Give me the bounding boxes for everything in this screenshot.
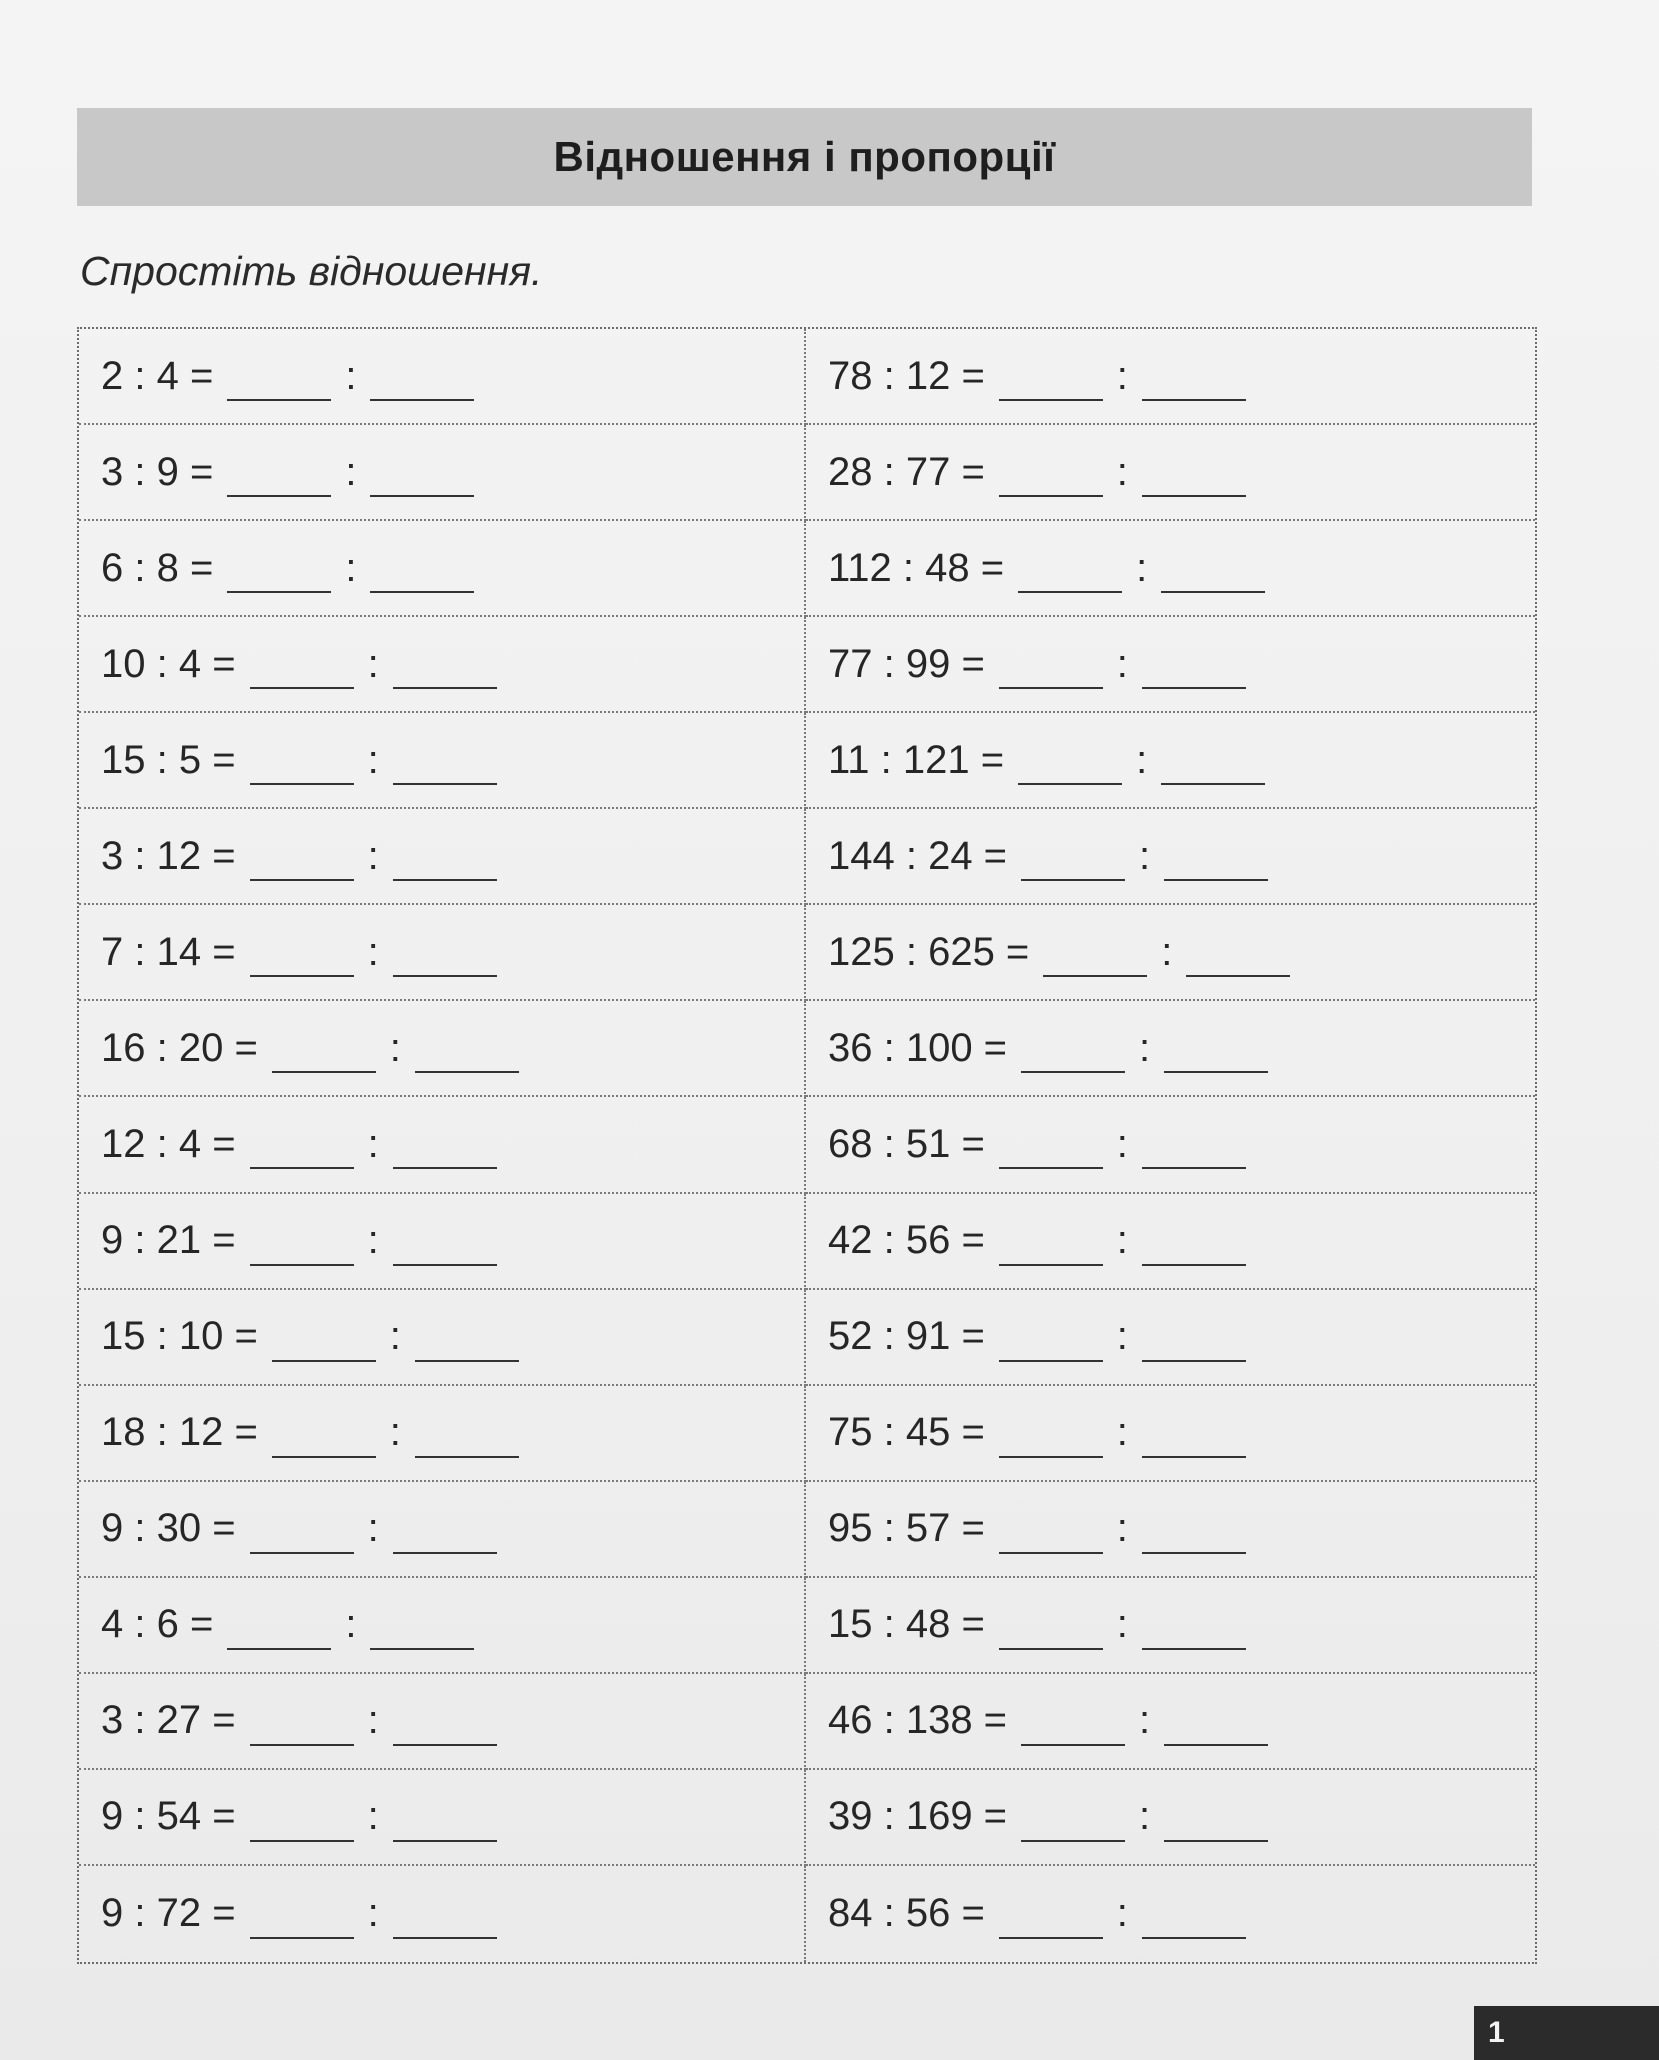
ratio-expression: 3 : 9 = <box>101 449 214 494</box>
answer-blank-second[interactable] <box>393 651 497 689</box>
ratio-expression: 9 : 72 = <box>101 1891 236 1936</box>
ratio-expression: 16 : 20 = <box>101 1025 258 1070</box>
answer-separator: : <box>1116 641 1128 686</box>
ratio-expression: 78 : 12 = <box>828 353 985 398</box>
exercise-cell <box>79 1097 806 1193</box>
answer-blank-first[interactable] <box>999 459 1103 497</box>
answer-separator: : <box>1116 353 1128 398</box>
exercise-cell <box>79 1290 806 1386</box>
answer-blank-second[interactable] <box>370 459 474 497</box>
answer-separator: : <box>1116 1121 1128 1166</box>
answer-blank-first[interactable] <box>999 1131 1103 1169</box>
title-bar <box>77 108 1532 206</box>
answer-separator: : <box>367 641 379 686</box>
answer-separator: : <box>1116 1410 1128 1455</box>
answer-separator: : <box>1116 1506 1128 1551</box>
exercise-grid <box>77 327 1537 1964</box>
ratio-expression: 77 : 99 = <box>828 641 985 686</box>
answer-separator: : <box>1116 1218 1128 1263</box>
ratio-expression: 68 : 51 = <box>828 1121 985 1166</box>
answer-blank-second[interactable] <box>393 939 497 977</box>
exercise-cell <box>806 1482 1535 1578</box>
answer-blank-second[interactable] <box>393 843 497 881</box>
answer-blank-first[interactable] <box>999 1901 1103 1939</box>
answer-separator: : <box>389 1410 401 1455</box>
ratio-expression: 52 : 91 = <box>828 1314 985 1359</box>
answer-blank-first[interactable] <box>227 1612 331 1650</box>
exercise-cell <box>806 713 1535 809</box>
exercise-cell <box>806 1097 1535 1193</box>
ratio-expression: 39 : 169 = <box>828 1794 1008 1839</box>
answer-blank-second[interactable] <box>1142 1324 1246 1362</box>
answer-separator: : <box>367 1121 379 1166</box>
ratio-expression: 28 : 77 = <box>828 449 985 494</box>
answer-blank-second[interactable] <box>393 1708 497 1746</box>
page-number-badge <box>1474 2006 1659 2060</box>
answer-separator: : <box>1116 1602 1128 1647</box>
answer-separator: : <box>367 737 379 782</box>
answer-blank-second[interactable] <box>1164 1708 1268 1746</box>
answer-blank-first[interactable] <box>999 1516 1103 1554</box>
answer-separator: : <box>345 353 357 398</box>
answer-blank-first[interactable] <box>227 363 331 401</box>
answer-blank-first[interactable] <box>1021 1804 1125 1842</box>
ratio-expression: 125 : 625 = <box>828 929 1030 974</box>
answer-separator: : <box>389 1314 401 1359</box>
answer-separator: : <box>1116 449 1128 494</box>
answer-blank-second[interactable] <box>393 1516 497 1554</box>
ratio-expression: 11 : 121 = <box>828 737 1005 782</box>
answer-separator: : <box>367 1218 379 1263</box>
answer-blank-first[interactable] <box>227 459 331 497</box>
exercise-cell <box>806 617 1535 713</box>
ratio-expression: 46 : 138 = <box>828 1698 1008 1743</box>
answer-blank-second[interactable] <box>370 1612 474 1650</box>
answer-blank-second[interactable] <box>393 1131 497 1169</box>
answer-blank-first[interactable] <box>1018 555 1122 593</box>
answer-separator: : <box>367 833 379 878</box>
answer-blank-second[interactable] <box>1142 1228 1246 1266</box>
ratio-expression: 15 : 10 = <box>101 1314 258 1359</box>
ratio-expression: 42 : 56 = <box>828 1218 985 1263</box>
ratio-expression: 9 : 30 = <box>101 1506 236 1551</box>
exercise-cell <box>806 905 1535 1001</box>
exercise-cell <box>806 1001 1535 1097</box>
exercise-cell <box>79 809 806 905</box>
answer-separator: : <box>1116 1314 1128 1359</box>
answer-blank-second[interactable] <box>1164 843 1268 881</box>
ratio-expression: 112 : 48 = <box>828 545 1005 590</box>
answer-blank-first[interactable] <box>999 1228 1103 1266</box>
answer-blank-second[interactable] <box>1164 1035 1268 1073</box>
answer-blank-first[interactable] <box>999 1324 1103 1362</box>
answer-separator: : <box>345 449 357 494</box>
exercise-cell <box>79 1674 806 1770</box>
exercise-cell <box>79 905 806 1001</box>
answer-blank-first[interactable] <box>999 363 1103 401</box>
answer-blank-first[interactable] <box>250 1131 354 1169</box>
answer-blank-second[interactable] <box>1142 363 1246 401</box>
ratio-expression: 3 : 12 = <box>101 833 236 878</box>
exercise-cell <box>79 1866 806 1962</box>
exercise-cell <box>806 1290 1535 1386</box>
answer-blank-first[interactable] <box>250 1516 354 1554</box>
exercise-cell <box>806 425 1535 521</box>
answer-blank-second[interactable] <box>1142 1516 1246 1554</box>
answer-separator: : <box>1116 1891 1128 1936</box>
answer-separator: : <box>1136 737 1148 782</box>
ratio-expression: 144 : 24 = <box>828 833 1008 878</box>
answer-blank-second[interactable] <box>370 555 474 593</box>
answer-blank-second[interactable] <box>1161 747 1265 785</box>
answer-blank-first[interactable] <box>1021 1035 1125 1073</box>
answer-blank-second[interactable] <box>393 1804 497 1842</box>
answer-blank-first[interactable] <box>250 1804 354 1842</box>
answer-blank-first[interactable] <box>999 1612 1103 1650</box>
answer-blank-first[interactable] <box>250 1708 354 1746</box>
instruction-text: Спростіть відношення. <box>80 248 543 294</box>
ratio-expression: 4 : 6 = <box>101 1602 214 1647</box>
exercise-cell <box>806 1194 1535 1290</box>
answer-blank-second[interactable] <box>1142 459 1246 497</box>
exercise-cell <box>79 1578 806 1674</box>
answer-blank-second[interactable] <box>393 747 497 785</box>
exercise-cell <box>806 1386 1535 1482</box>
answer-separator: : <box>1139 833 1151 878</box>
ratio-expression: 95 : 57 = <box>828 1506 985 1551</box>
exercise-cell <box>806 329 1535 425</box>
answer-blank-second[interactable] <box>1164 1804 1268 1842</box>
ratio-expression: 15 : 48 = <box>828 1602 985 1647</box>
answer-blank-first[interactable] <box>1043 939 1147 977</box>
answer-blank-first[interactable] <box>999 1420 1103 1458</box>
page-title: Відношення і пропорції <box>553 133 1056 180</box>
ratio-expression: 12 : 4 = <box>101 1121 236 1166</box>
ratio-expression: 36 : 100 = <box>828 1025 1008 1070</box>
exercise-cell <box>79 1194 806 1290</box>
exercise-cell <box>79 713 806 809</box>
answer-blank-first[interactable] <box>227 555 331 593</box>
answer-blank-first[interactable] <box>1018 747 1122 785</box>
answer-separator: : <box>367 929 379 974</box>
answer-blank-second[interactable] <box>1142 1612 1246 1650</box>
answer-separator: : <box>367 1891 379 1936</box>
page-number: 1 <box>1488 2016 1505 2049</box>
answer-blank-first[interactable] <box>1021 1708 1125 1746</box>
ratio-expression: 15 : 5 = <box>101 737 236 782</box>
exercise-cell <box>806 1770 1535 1866</box>
answer-separator: : <box>345 545 357 590</box>
answer-blank-first[interactable] <box>250 651 354 689</box>
exercise-cell <box>806 521 1535 617</box>
answer-blank-second[interactable] <box>415 1420 519 1458</box>
exercise-cell <box>79 1001 806 1097</box>
ratio-expression: 9 : 54 = <box>101 1794 236 1839</box>
exercise-cell <box>79 1482 806 1578</box>
answer-separator: : <box>1139 1794 1151 1839</box>
ratio-expression: 7 : 14 = <box>101 929 236 974</box>
exercise-cell <box>79 1386 806 1482</box>
ratio-expression: 18 : 12 = <box>101 1410 258 1455</box>
exercise-cell <box>806 1866 1535 1962</box>
exercise-cell <box>806 1674 1535 1770</box>
answer-separator: : <box>367 1698 379 1743</box>
answer-separator: : <box>367 1506 379 1551</box>
exercise-cell <box>79 329 806 425</box>
answer-blank-second[interactable] <box>1142 1420 1246 1458</box>
answer-blank-second[interactable] <box>393 1228 497 1266</box>
ratio-expression: 9 : 21 = <box>101 1218 236 1263</box>
answer-blank-first[interactable] <box>250 1901 354 1939</box>
answer-blank-second[interactable] <box>415 1035 519 1073</box>
answer-separator: : <box>367 1794 379 1839</box>
answer-blank-second[interactable] <box>393 1901 497 1939</box>
answer-blank-second[interactable] <box>1186 939 1290 977</box>
ratio-expression: 10 : 4 = <box>101 641 236 686</box>
answer-blank-first[interactable] <box>1021 843 1125 881</box>
answer-blank-second[interactable] <box>1142 651 1246 689</box>
ratio-expression: 2 : 4 = <box>101 353 214 398</box>
ratio-expression: 6 : 8 = <box>101 545 214 590</box>
answer-blank-second[interactable] <box>1142 1131 1246 1169</box>
exercise-cell <box>79 425 806 521</box>
exercise-cell <box>79 521 806 617</box>
answer-blank-second[interactable] <box>1142 1901 1246 1939</box>
answer-blank-first[interactable] <box>250 747 354 785</box>
answer-blank-first[interactable] <box>250 843 354 881</box>
exercise-cell <box>806 809 1535 905</box>
answer-blank-second[interactable] <box>370 363 474 401</box>
answer-blank-second[interactable] <box>1161 555 1265 593</box>
answer-separator: : <box>1161 929 1173 974</box>
exercise-cell <box>79 1770 806 1866</box>
answer-blank-first[interactable] <box>250 1228 354 1266</box>
answer-separator: : <box>1139 1698 1151 1743</box>
answer-separator: : <box>389 1025 401 1070</box>
answer-blank-first[interactable] <box>250 939 354 977</box>
answer-separator: : <box>1139 1025 1151 1070</box>
answer-blank-first[interactable] <box>999 651 1103 689</box>
answer-separator: : <box>1136 545 1148 590</box>
answer-blank-first[interactable] <box>272 1324 376 1362</box>
exercise-cell <box>79 617 806 713</box>
answer-blank-first[interactable] <box>272 1035 376 1073</box>
answer-blank-first[interactable] <box>272 1420 376 1458</box>
exercise-cell <box>806 1578 1535 1674</box>
answer-separator: : <box>345 1602 357 1647</box>
ratio-expression: 75 : 45 = <box>828 1410 985 1455</box>
answer-blank-second[interactable] <box>415 1324 519 1362</box>
ratio-expression: 84 : 56 = <box>828 1891 985 1936</box>
ratio-expression: 3 : 27 = <box>101 1698 236 1743</box>
